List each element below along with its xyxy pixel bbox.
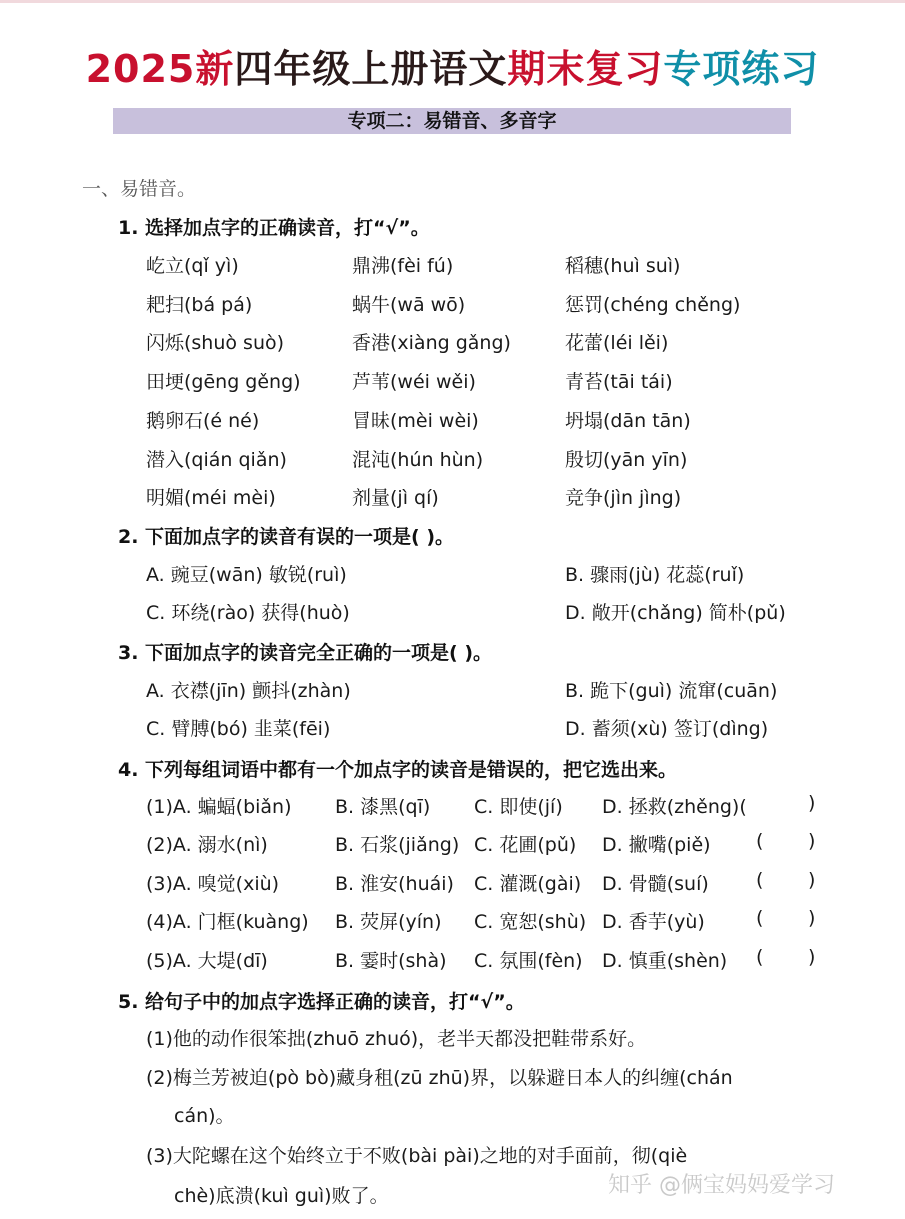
option-d: D. 拯救(zhěng)(	[602, 796, 747, 818]
option-c: C. 臂膊(bó) 韭菜(fēi)	[146, 718, 331, 740]
question-4-title: 4. 下列每组词语中都有一个加点字的读音是错误的，把它选出来。	[118, 759, 678, 781]
question-4-row	[0, 869, 905, 907]
section-heading: 一、易错音。	[82, 178, 197, 200]
option-d: D. 蓄须(xù) 签订(dìng)	[565, 718, 769, 740]
question-3-row	[0, 714, 905, 752]
word-pinyin-choice: 鹅卵石(é né)	[146, 409, 260, 432]
question-4-row	[0, 907, 905, 945]
question-4-row	[0, 830, 905, 868]
option-b: B. 荧屏(yín)	[335, 911, 442, 933]
question-3-row	[0, 676, 905, 714]
option-c: C. 环绕(rào) 获得(huò)	[146, 602, 350, 624]
answer-blank-close: )	[808, 907, 816, 929]
sentence-3: (3)大陀螺在这个始终立于不败(bài pài)之地的对手面前，彻(qiè	[146, 1145, 688, 1167]
answer-blank-close: )	[808, 830, 816, 852]
option-b: B. 漆黑(qī)	[335, 796, 431, 818]
question-1-row	[0, 290, 905, 328]
word-pinyin-choice: 混沌(hún hùn)	[352, 448, 484, 471]
option-b: B. 跪下(guì) 流窜(cuān)	[565, 680, 778, 702]
word-pinyin-choice: 屹立(qǐ yì)	[146, 255, 239, 277]
option-a: (5)A. 大堤(dī)	[146, 950, 268, 972]
title-review: 期末复习	[507, 47, 664, 91]
top-border	[0, 0, 905, 3]
question-4-row	[0, 946, 905, 984]
sentence-1: (1)他的动作很笨拙(zhuō zhuó)，老半天都没把鞋带系好。	[146, 1028, 647, 1050]
option-d: D. 香芋(yù)	[602, 911, 705, 933]
word-pinyin-choice: 闪烁(shuò suò)	[146, 332, 285, 355]
option-d: D. 骨髓(suí)	[602, 873, 709, 895]
sentence-2-cont: cán)。	[174, 1105, 235, 1127]
option-c: C. 花圃(pǔ)	[474, 834, 577, 856]
option-b: B. 骤雨(jù) 花蕊(ruǐ)	[565, 564, 745, 586]
option-a: A. 豌豆(wān) 敏锐(ruì)	[146, 564, 347, 586]
question-1-row	[0, 328, 905, 366]
option-c: C. 即使(jí)	[474, 796, 563, 818]
option-a: A. 衣襟(jīn) 颤抖(zhàn)	[146, 680, 351, 702]
option-d: D. 敞开(chǎng) 简朴(pǔ)	[565, 602, 786, 624]
answer-blank-open: (	[756, 869, 764, 891]
page-title	[0, 38, 905, 93]
question-1-row	[0, 483, 905, 521]
question-1-title: 1. 选择加点字的正确读音，打“√”。	[118, 217, 430, 239]
sentence-2: (2)梅兰芳被迫(pò bò)藏身租(zū zhū)界，以躲避日本人的纠缠(chán	[146, 1067, 733, 1089]
question-1-row	[0, 367, 905, 405]
word-pinyin-choice: 蜗牛(wā wō)	[352, 293, 466, 316]
word-pinyin-choice: 坍塌(dān tān)	[565, 409, 691, 432]
word-pinyin-choice: 潜入(qián qiǎn)	[146, 448, 287, 471]
word-pinyin-choice: 田埂(gēng gěng)	[146, 371, 301, 394]
option-a: (2)A. 溺水(nì)	[146, 834, 268, 856]
answer-blank-open: (	[756, 907, 764, 929]
question-1-row	[0, 406, 905, 444]
option-a: (1)A. 蝙蝠(biǎn)	[146, 796, 292, 818]
option-b: B. 石浆(jiǎng)	[335, 834, 460, 856]
title-year: 2025新	[85, 47, 235, 91]
sentence-3-cont: chè)底溃(kuì guì)败了。	[174, 1185, 389, 1207]
option-d: D. 慎重(shèn)	[602, 950, 728, 972]
word-pinyin-choice: 香港(xiàng gǎng)	[352, 332, 511, 355]
option-a: (4)A. 门框(kuàng)	[146, 911, 309, 933]
word-pinyin-choice: 芦苇(wéi wěi)	[352, 371, 476, 394]
option-c: C. 氛围(fèn)	[474, 950, 583, 972]
word-pinyin-choice: 耙扫(bá pá)	[146, 293, 253, 316]
word-pinyin-choice: 竞争(jìn jìng)	[565, 487, 682, 510]
question-2-title: 2. 下面加点字的读音有误的一项是( )。	[118, 526, 455, 548]
answer-blank-close: )	[808, 869, 816, 891]
question-2-row	[0, 598, 905, 636]
answer-blank-close: )	[808, 946, 816, 968]
word-pinyin-choice: 明媚(méi mèi)	[146, 487, 276, 510]
option-b: B. 霎时(shà)	[335, 950, 447, 972]
word-pinyin-choice: 殷切(yān yīn)	[565, 448, 688, 471]
subtitle-bar: 专项二：易错音、多音字	[113, 108, 791, 134]
question-1-row	[0, 251, 905, 289]
title-practice: 专项练习	[663, 47, 820, 91]
question-5-title: 5. 给句子中的加点字选择正确的读音，打“√”。	[118, 991, 525, 1013]
question-3-title: 3. 下面加点字的读音完全正确的一项是( )。	[118, 642, 493, 664]
option-c: C. 宽恕(shù)	[474, 911, 587, 933]
answer-blank-open: (	[756, 946, 764, 968]
word-pinyin-choice: 冒昧(mèi wèi)	[352, 409, 479, 432]
word-pinyin-choice: 青苔(tāi tái)	[565, 371, 673, 394]
option-d: D. 撇嘴(piě)	[602, 834, 711, 856]
question-4-row	[0, 792, 905, 830]
option-c: C. 灌溉(gài)	[474, 873, 582, 895]
option-b: B. 淮安(huái)	[335, 873, 454, 895]
answer-blank-close: )	[808, 792, 816, 814]
title-grade: 四年级上册语文	[234, 47, 508, 91]
question-2-row	[0, 560, 905, 598]
word-pinyin-choice: 稻穗(huì suì)	[565, 255, 681, 277]
option-a: (3)A. 嗅觉(xiù)	[146, 873, 280, 895]
word-pinyin-choice: 惩罚(chéng chěng)	[565, 293, 741, 316]
watermark: 知乎 @俩宝妈妈爱学习	[608, 1173, 835, 1198]
word-pinyin-choice: 花蕾(léi lěi)	[565, 332, 669, 355]
word-pinyin-choice: 剂量(jì qí)	[352, 487, 439, 510]
answer-blank-open: (	[756, 830, 764, 852]
question-1-row	[0, 445, 905, 483]
word-pinyin-choice: 鼎沸(fèi fú)	[352, 255, 454, 277]
